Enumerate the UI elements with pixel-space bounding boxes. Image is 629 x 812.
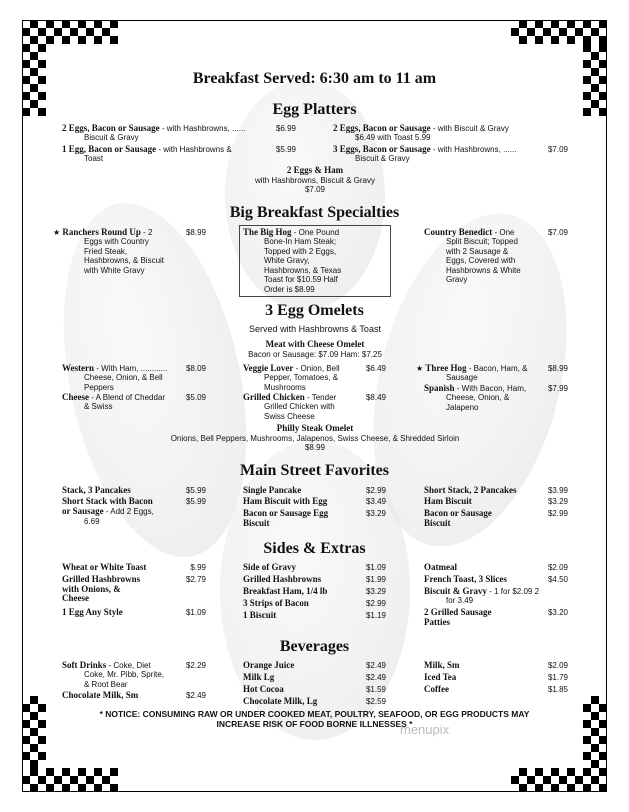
menu-item: Meat with Cheese Omelet Bacon or Sausage: $7.09 Ham: $7.25 bbox=[248, 339, 382, 359]
section-big-breakfast: Big Breakfast Specialties bbox=[229, 204, 400, 221]
menu-item: 2 Eggs, Bacon or Sausage - with Biscuit & Gravy bbox=[333, 123, 509, 133]
price: $3.20 bbox=[547, 608, 568, 617]
price: $7.09 bbox=[547, 145, 568, 154]
price: $1.09 bbox=[365, 563, 386, 572]
price: $3.29 bbox=[365, 509, 386, 518]
menu-item: Stack, 3 Pancakes bbox=[62, 485, 131, 495]
menu-item: Bacon or Sausage Egg Biscuit bbox=[243, 508, 329, 528]
menu-item: Grilled Chicken - Tender bbox=[243, 392, 337, 402]
menu-item: Grilled Hashbrowns with Onions, & Cheese bbox=[62, 574, 141, 603]
menu-item: French Toast, 3 Slices bbox=[424, 574, 507, 584]
price: $3.99 bbox=[547, 486, 568, 495]
price: $2.49 bbox=[365, 661, 386, 670]
price: $2.09 bbox=[547, 563, 568, 572]
menu-item: 3 Strips of Bacon bbox=[243, 598, 309, 608]
price: $1.59 bbox=[365, 685, 386, 694]
price: $8.09 bbox=[185, 364, 206, 373]
menu-item: 1 Biscuit bbox=[243, 610, 277, 620]
menu-item: Western - With Ham, ............ bbox=[62, 363, 168, 373]
menu-item: Breakfast Ham, 1/4 lb bbox=[243, 586, 328, 596]
price: $4.50 bbox=[547, 575, 568, 584]
menu-item: Spanish - With Bacon, Ham, bbox=[424, 383, 527, 393]
price: $2.29 bbox=[185, 661, 206, 670]
section-beverages: Beverages bbox=[279, 638, 350, 655]
price: $6.49 bbox=[365, 364, 386, 373]
menu-item: Single Pancake bbox=[243, 485, 302, 495]
price: $5.99 bbox=[275, 145, 296, 154]
menu-item: 1 Egg Any Style bbox=[62, 607, 123, 617]
menu-item: The Big Hog - One Pound bbox=[243, 227, 340, 237]
menu-item: Coffee bbox=[424, 684, 449, 694]
price: $5.99 bbox=[185, 486, 206, 495]
price: $2.59 bbox=[365, 697, 386, 706]
food-safety-notice: * NOTICE: CONSUMING RAW OR UNDER COOKED MEAT, POULTRY, SEAFOOD, OR EGG PRODUCTS MAY INCREASE RISK OF FOOD BORNE ILLNESSES * bbox=[99, 709, 530, 729]
watermark: menupix bbox=[400, 722, 450, 737]
menu-item: Cheese - A Blend of Cheddar bbox=[62, 392, 166, 402]
price: $2.99 bbox=[547, 509, 568, 518]
menu-item: 1 Egg, Bacon or Sausage - with Hashbrowns & bbox=[62, 144, 232, 154]
price: $1.85 bbox=[547, 685, 568, 694]
page-title: Breakfast Served: 6:30 am to 11 am bbox=[192, 70, 437, 87]
price: $7.99 bbox=[547, 384, 568, 393]
menu-item: ★ Three Hog - Bacon, Ham, & bbox=[416, 363, 528, 373]
price: $5.99 bbox=[185, 497, 206, 506]
menu-item: Orange Juice bbox=[243, 660, 295, 670]
menu-item: Bacon or Sausage Biscuit bbox=[424, 508, 492, 528]
menu-item: Soft Drinks - Coke, Diet bbox=[62, 660, 151, 670]
menu-item: 2 Eggs & Ham with Hashbrowns, Biscuit & Gravy $7.09 bbox=[254, 165, 376, 194]
section-sides: Sides & Extras bbox=[263, 540, 366, 557]
menu-item: Ham Biscuit with Egg bbox=[243, 496, 328, 506]
menu-item: Milk Lg bbox=[243, 672, 275, 682]
price: $8.99 bbox=[185, 228, 206, 237]
price: $1.19 bbox=[365, 611, 386, 620]
menu-item: Side of Gravy bbox=[243, 562, 296, 572]
menu-item: Philly Steak Omelet Onions, Bell Peppers, Mushrooms, Jalapenos, Swiss Cheese, & Shredded Sirloin $8.99 bbox=[170, 423, 460, 452]
price: $3.29 bbox=[365, 587, 386, 596]
price: $2.49 bbox=[185, 691, 206, 700]
price: $3.29 bbox=[547, 497, 568, 506]
price: $3.49 bbox=[365, 497, 386, 506]
price: $2.79 bbox=[185, 575, 206, 584]
price: $2.99 bbox=[365, 599, 386, 608]
menu-item: Chocolate Milk, Sm bbox=[62, 690, 139, 700]
menu-item: Country Benedict - One bbox=[424, 227, 515, 237]
menu-item: Oatmeal bbox=[424, 562, 457, 572]
price: $2.09 bbox=[547, 661, 568, 670]
section-egg-platters: Egg Platters bbox=[272, 101, 357, 118]
price: $2.99 bbox=[365, 486, 386, 495]
menu-item: 3 Eggs, Bacon or Sausage - with Hashbrowns, ...... bbox=[333, 144, 517, 154]
price: $1.99 bbox=[365, 575, 386, 584]
omelets-served: Served with Hashbrowns & Toast bbox=[249, 324, 381, 334]
menu-item: Short Stack with Bacon or Sausage - Add 2 Eggs, bbox=[62, 496, 154, 516]
menu-item: Veggie Lover - Onion, Bell bbox=[243, 363, 340, 373]
menu-item: Grilled Hashbrowns bbox=[243, 574, 322, 584]
menu-item: Iced Tea bbox=[424, 672, 457, 682]
price: $5.09 bbox=[185, 393, 206, 402]
menu-item: 2 Eggs, Bacon or Sausage - with Hashbrowns, ...... bbox=[62, 123, 246, 133]
price: $6.99 bbox=[275, 124, 296, 133]
section-omelets: 3 Egg Omelets bbox=[265, 302, 364, 319]
menu-item: Milk, Sm bbox=[424, 660, 460, 670]
price: $2.49 bbox=[365, 673, 386, 682]
price: $7.09 bbox=[547, 228, 568, 237]
menu-item: Chocolate Milk, Lg bbox=[243, 696, 318, 706]
section-main-street: Main Street Favorites bbox=[240, 462, 389, 479]
menu-item: Wheat or White Toast bbox=[62, 562, 147, 572]
price: $1.09 bbox=[185, 608, 206, 617]
menu-item: Short Stack, 2 Pancakes bbox=[424, 485, 517, 495]
menu-item: Ham Biscuit bbox=[424, 496, 472, 506]
price: $1.79 bbox=[547, 673, 568, 682]
menu-item: 2 Grilled Sausage Patties bbox=[424, 607, 492, 627]
menu-item: ★ Ranchers Round Up - 2 bbox=[53, 227, 153, 237]
menu-item: Hot Cocoa bbox=[243, 684, 284, 694]
price: $8.99 bbox=[547, 364, 568, 373]
price: $.99 bbox=[190, 563, 206, 572]
menu-item: Biscuit & Gravy - 1 for $2.09 2 bbox=[424, 586, 540, 596]
price: $8.49 bbox=[365, 393, 386, 402]
